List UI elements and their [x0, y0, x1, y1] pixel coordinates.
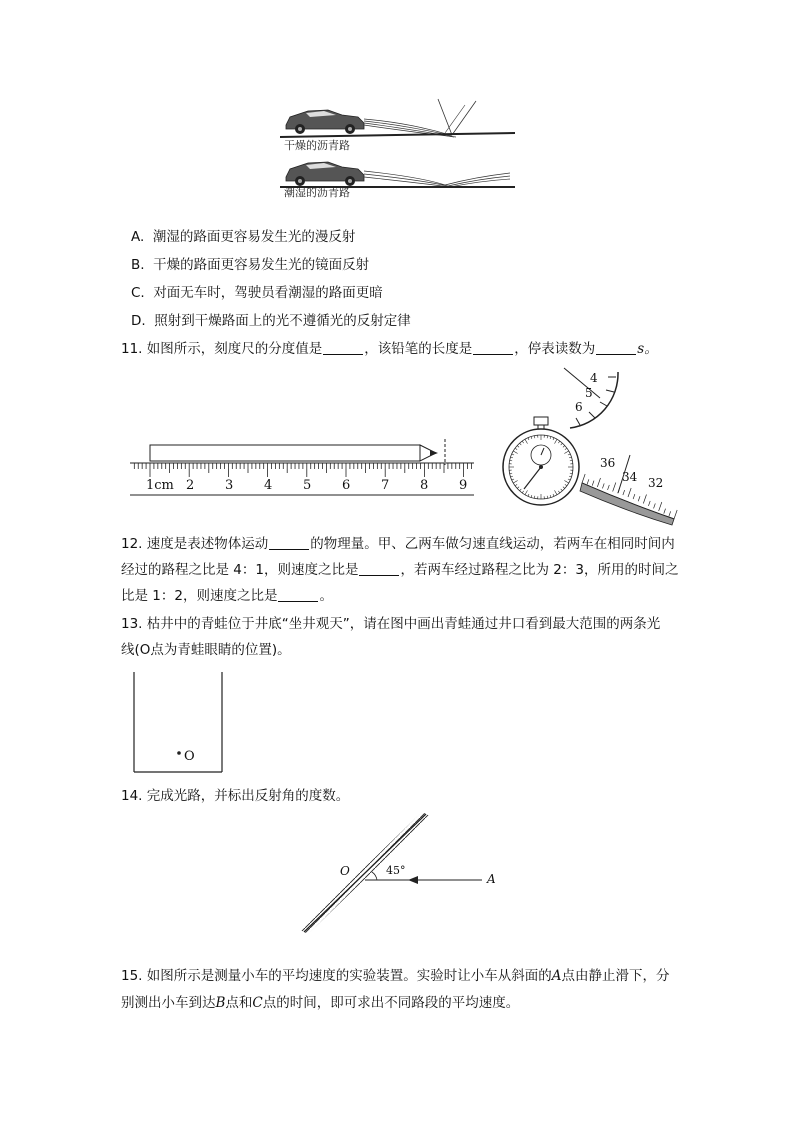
point-o-label: O: [340, 864, 350, 878]
angle-label: 45°: [386, 864, 406, 877]
dry-road-label: 干燥的沥青路: [284, 139, 350, 152]
ruler-label: 6: [342, 478, 351, 493]
dial-label: 5: [585, 386, 593, 400]
ruler-label: 7: [381, 478, 390, 493]
wet-road-label: 潮湿的沥青路: [284, 186, 350, 199]
answer-blank[interactable]: [359, 561, 399, 576]
question-11: 11. 如图所示，刻度尺的分度值是 ，该铅笔的长度是 ，停表读数为 s。: [121, 341, 658, 357]
question-14: 14. 完成光路，并标出反射角的度数。: [121, 788, 350, 804]
dial-label: 6: [575, 400, 583, 414]
dial-label: 36: [600, 456, 616, 470]
question-15-line1: 15. 如图所示是测量小车的平均速度的实验装置。实验时让小车从斜面的A点由静止滑下，分: [121, 968, 670, 984]
ruler-label: 3: [225, 478, 234, 493]
car-icon: [286, 110, 364, 134]
ruler-label: 2: [186, 478, 195, 493]
ruler-label: 8: [420, 478, 429, 493]
ruler-scale-labels: [146, 478, 476, 496]
dial-label: 4: [590, 371, 598, 385]
ruler-label: 9: [459, 478, 468, 493]
dial-label: 32: [648, 476, 664, 490]
question-15-line2: 别测出小车到达B点和C点的时间，即可求出不同路段的平均速度。: [121, 995, 520, 1011]
frog-eye-label: O: [184, 749, 195, 764]
well-diagram: [132, 672, 227, 774]
car-icon: [286, 162, 364, 186]
second-dial-enlarged: [578, 455, 678, 525]
question-12-line1: 12. 速度是表述物体运动 的物理量。甲、乙两车做匀速直线运动，若两车在相同时间内: [121, 536, 675, 552]
answer-blank[interactable]: [323, 340, 363, 355]
answer-blank[interactable]: [596, 340, 636, 355]
option-c: C. 对面无车时，驾驶员看潮湿的路面更暗: [131, 285, 383, 301]
answer-blank[interactable]: [473, 340, 513, 355]
ruler-label: 1cm: [146, 478, 174, 493]
option-b: B. 干燥的路面更容易发生光的镜面反射: [131, 257, 370, 273]
question-13-line2: 线(O点为青蛙眼睛的位置)。: [121, 642, 291, 658]
question-13-line1: 13. 枯井中的青蛙位于井底“坐井观天”，请在图中画出青蛙通过井口看到最大范围的两条光: [121, 616, 661, 632]
ruler-label: 4: [264, 478, 273, 493]
answer-blank[interactable]: [269, 535, 309, 550]
point-a-label: A: [487, 872, 496, 886]
dial-label: 34: [622, 470, 638, 484]
ruler-label: 5: [303, 478, 312, 493]
option-d: D. 照射到干燥路面上的光不遵循光的反射定律: [131, 313, 411, 329]
question-12-line2: 经过的路程之比是 4：1，则速度之比是 ，若两车经过路程之比为 2：3，所用的时间之: [121, 562, 679, 578]
answer-blank[interactable]: [278, 587, 318, 602]
question-12-line3: 比是 1：2，则速度之比是 。: [121, 588, 333, 604]
option-a: A. 潮湿的路面更容易发生光的漫反射: [131, 229, 356, 245]
